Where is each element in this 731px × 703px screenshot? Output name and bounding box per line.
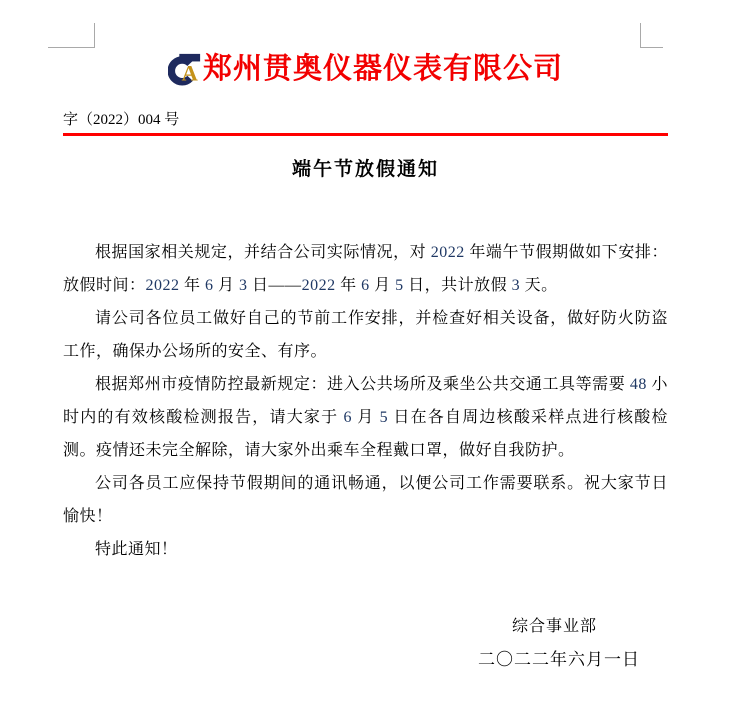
body-paragraph: 根据国家相关规定，并结合公司实际情况，对 2022 年端午节假期做如下安排：放假时间：2022 年 6 月 3 日——2022 年 6 月 5 日，共计放假 3 天。 — [63, 244, 668, 294]
body-paragraph: 请公司各位员工做好自己的节前工作安排，并检查好相关设备，做好防火防盗工作，确保办公场所的安全、有序。 — [63, 310, 668, 360]
body-paragraph: 特此通知！ — [95, 541, 178, 558]
signature-block — [63, 610, 668, 676]
body-paragraph: 公司各员工应保持节假期间的通讯畅通，以便公司工作需要联系。祝大家节日愉快！ — [63, 475, 668, 525]
company-name: 郑州贯奥仪器仪表有限公司 — [202, 53, 563, 85]
company-logo-icon — [168, 52, 202, 86]
page-content — [63, 50, 668, 676]
letterhead — [63, 50, 668, 88]
body-paragraph: 根据郑州市疫情防控最新规定：进入公共场所及乘坐公共交通工具等需要 48 小时内的有效核酸检测报告，请大家于 6 月 5 日在各自周边核酸采样点进行核酸检测。疫情还未完全解除，请大家外出乘车全程戴口罩，做好自我防护。 — [63, 376, 668, 459]
signature-department: 综合事业部 — [511, 618, 597, 635]
document-body — [63, 236, 668, 566]
letterhead-rule — [63, 133, 668, 136]
signature-date: 二〇二二年六月一日 — [478, 650, 640, 669]
document-number: 字（2022）004 号 — [63, 112, 180, 128]
text-boundary-mark-top-right — [640, 23, 663, 48]
document-title: 端午节放假通知 — [291, 159, 439, 180]
svg-text:A: A — [181, 60, 198, 86]
text-boundary-mark-top-left — [48, 23, 95, 48]
